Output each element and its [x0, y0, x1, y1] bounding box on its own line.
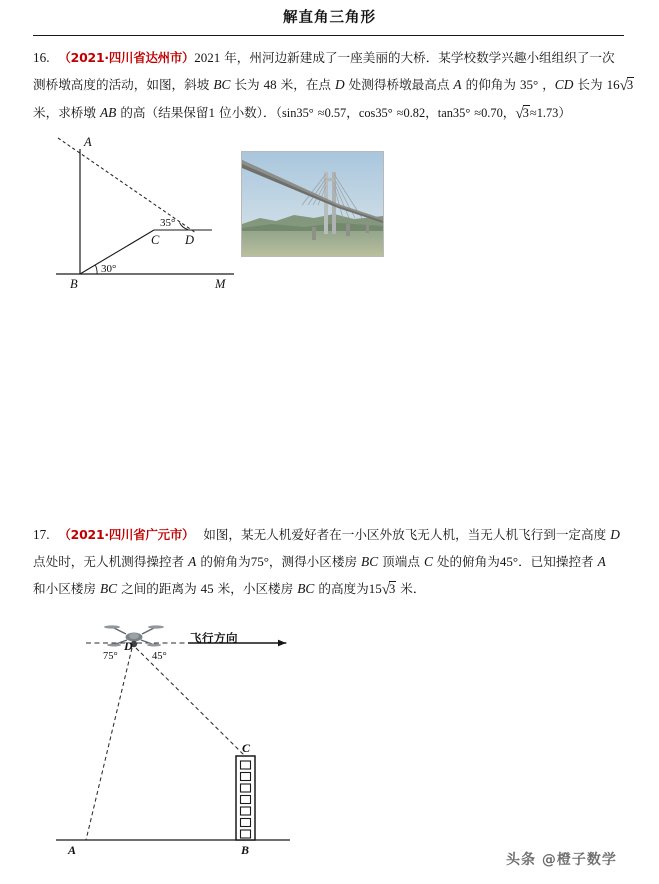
photo-pier-1: [312, 227, 316, 240]
q16-l3-p: ）: [558, 105, 571, 120]
q16-l3-a: 米，求桥墩: [33, 105, 96, 120]
question-16: [0, 44, 659, 127]
q16-l3-root-val: ≈1.73: [529, 106, 559, 120]
question-16-line-2: [0, 71, 659, 99]
angle-label-b: 30°: [101, 263, 117, 275]
label-a: A: [84, 135, 92, 149]
q17-l2-i: 处的俯角为: [436, 554, 500, 569]
label-c: C: [242, 741, 251, 755]
q16-l2-e: 米，在点: [280, 77, 331, 92]
label-c: C: [151, 233, 160, 247]
question-17-number: 17.: [33, 527, 50, 542]
photo-pier-2: [346, 224, 350, 236]
q17-l1-point-d: D: [610, 527, 620, 542]
q16-l2-seg-bc: BC: [213, 77, 231, 92]
q17-l2-c: 的俯角为: [200, 554, 251, 569]
question-17-line-2: [0, 548, 659, 575]
angle-label-45: 45°: [152, 651, 167, 662]
bridge-photo-svg: [242, 152, 383, 256]
bridge-photo: [241, 151, 384, 257]
q16-l3-c: 的高（结果保留: [120, 105, 209, 120]
q16-l3-tan: tan35°: [437, 106, 471, 120]
q17-l2-e2: ，测得小区楼房: [268, 554, 358, 569]
q16-l3-seg-ab: AB: [99, 105, 117, 120]
q17-l2-point-a2: A: [597, 554, 606, 569]
q17-l3-a: 和小区楼房: [33, 581, 96, 596]
q17-l2-angle75: 75°: [250, 554, 269, 569]
question-17: [0, 521, 659, 603]
drone-building-svg: [0, 618, 420, 868]
q16-l3-1: 1: [208, 105, 215, 120]
label-b: B: [70, 277, 78, 291]
angle-arc-d: [180, 223, 189, 230]
question-16-line-1: [0, 44, 659, 71]
q16-l3-tan-val: ≈0.70: [474, 106, 503, 120]
question-17-source: （2021·四川省广元市）: [58, 527, 195, 542]
q16-l2-point-a: A: [453, 77, 462, 92]
radical-argument: 3: [626, 78, 634, 92]
q17-l2-point-c: C: [423, 554, 433, 569]
q16-l3-radical: [515, 99, 530, 127]
question-16-number: 16.: [33, 50, 50, 65]
question-16-source: （2021·四川省达州市）: [58, 50, 195, 65]
q17-l2-angle45: 45°: [499, 554, 519, 569]
q17-l2-seg-bc: BC: [361, 554, 379, 569]
q17-l3-45: 45: [200, 581, 214, 596]
angle-label-75: 75°: [103, 651, 118, 662]
q16-l2-g: 处测得桥墩最高点: [348, 77, 450, 92]
q16-l2-a: 测桥墩高度的活动，如图，斜坡: [33, 77, 210, 92]
q16-l3-sin: sin35°: [281, 106, 314, 120]
label-m: M: [215, 277, 226, 291]
watermark: 头条 @橙子数学: [506, 852, 617, 868]
radical-argument: 3: [522, 106, 529, 120]
q16-l2-16: 16: [606, 77, 620, 92]
q16-l2-angle35: 35°: [519, 77, 539, 92]
q17-l2-a: 点处时，无人机测得操控者: [33, 554, 185, 569]
q17-l3-g: 的高度为: [318, 581, 369, 596]
q16-l3-cos: cos35°: [358, 106, 393, 120]
q16-l2-point-d: D: [335, 77, 345, 92]
drone-icon: [104, 625, 164, 647]
radical-sign: √: [619, 78, 628, 94]
q17-l2-k: ．已知操控者: [518, 554, 594, 569]
q17-l3-seg-bc: BC: [99, 581, 118, 596]
q17-l3-i: 米．: [400, 581, 426, 596]
q17-l3-seg-bc2: BC: [297, 581, 315, 596]
q16-l2-48: 48: [263, 77, 277, 92]
q16-l1-year: 2021: [194, 50, 221, 65]
building-windows: [241, 761, 251, 838]
slope-bc: [80, 230, 154, 274]
q17-l2-point-a: A: [188, 554, 197, 569]
flight-direction-arrowhead: [278, 640, 286, 647]
label-d: D: [124, 639, 133, 653]
q16-l2-c: 长为: [234, 77, 260, 92]
radical-sign: √: [515, 106, 524, 122]
title-divider: [33, 35, 624, 36]
label-b: B: [241, 843, 250, 857]
sight-line-dc: [136, 648, 245, 756]
q16-l2-i: 的仰角为: [465, 77, 516, 92]
question-17-line-1: [0, 521, 659, 548]
angle-label-d: 35°: [160, 217, 176, 229]
label-d: D: [185, 233, 195, 247]
q16-l3-n: ，: [502, 105, 516, 120]
flight-direction-label: 飞行方向: [190, 631, 238, 645]
q16-l2-seg-cd: CD: [554, 77, 574, 92]
photo-pier-3: [366, 222, 369, 233]
q16-l1-text: 年，州河边新建成了一座美丽的大桥．某学校数学兴趣小组组织了一次: [224, 50, 615, 65]
page-title: 解直角三角形: [283, 10, 376, 26]
q16-l3-cos-val: ≈0.82: [396, 106, 426, 120]
q16-l3-e: 位小数）．（: [218, 105, 282, 120]
q16-l3-h: ，: [346, 105, 359, 120]
q16-l2-m: 长为: [577, 77, 603, 92]
q16-l3-sin-val: ≈0.57: [317, 106, 347, 120]
sight-line-da: [86, 648, 132, 840]
q17-l3-e: 米，小区楼房: [217, 581, 294, 596]
figure-17: [0, 618, 420, 868]
radical-sign: √: [381, 582, 390, 598]
label-a: A: [68, 843, 77, 857]
angle-arc-b: [96, 265, 98, 274]
q17-l2-g: 顶端点: [382, 554, 420, 569]
q17-l3-radical: [382, 575, 397, 603]
q16-l2-radical: [620, 71, 635, 99]
q16-l3-k: ，: [425, 105, 438, 120]
question-16-line-3: [0, 99, 659, 127]
q16-l2-k: ，: [542, 77, 555, 92]
q17-l1-a: 如图，某无人机爱好者在一小区外放飞无人机，当无人机飞行到一定高度: [203, 527, 607, 542]
radical-argument: 3: [388, 582, 396, 596]
q17-l3-c: 之间的距离为: [121, 581, 197, 596]
q17-l3-15: 15: [368, 581, 382, 596]
question-17-line-3: [0, 575, 659, 603]
